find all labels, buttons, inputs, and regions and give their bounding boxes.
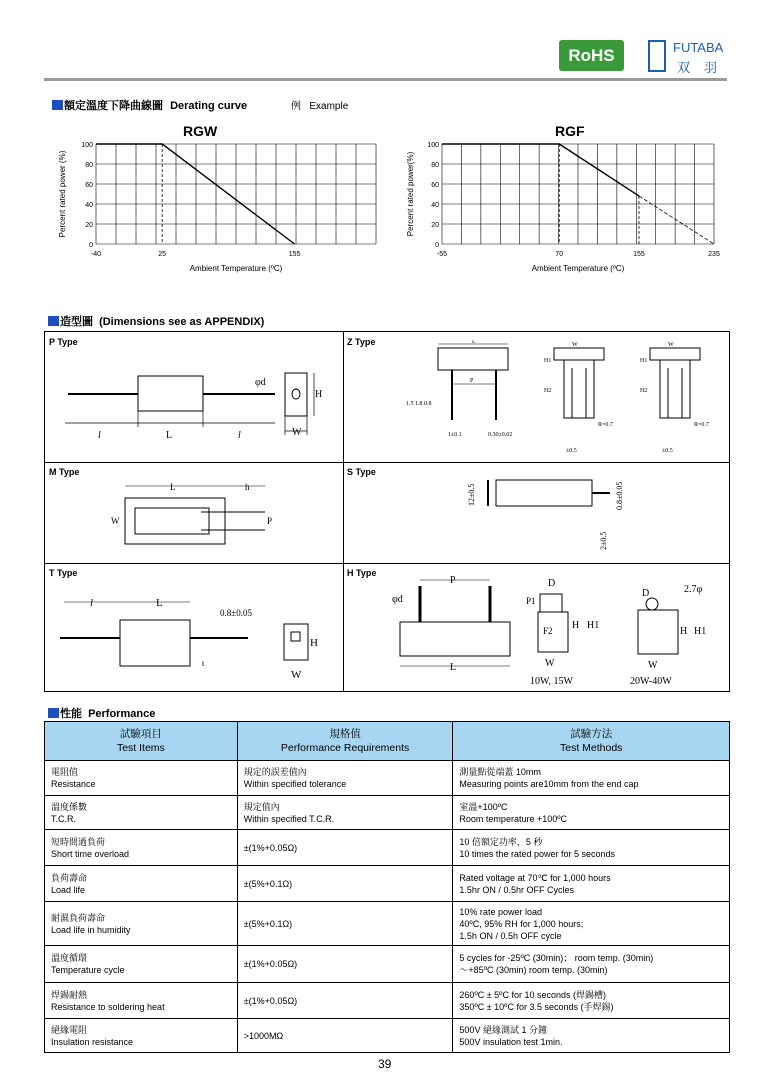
cell-text: Load life in humidity — [51, 924, 131, 935]
cell-text: 500V 絕緣測試 1 分鐘 — [459, 1024, 547, 1035]
s-d2: 0.8±0.05 — [615, 481, 624, 510]
table-row — [45, 902, 730, 946]
derating-title-en: Derating curve — [170, 100, 248, 112]
m-W: W — [111, 516, 120, 526]
cell-text: ±(1%+0.05Ω) — [243, 842, 298, 853]
cell-text: Insulation resistance — [51, 1036, 134, 1047]
x-tick-label: 155 — [288, 251, 301, 258]
m-type-label: M Type — [49, 467, 80, 477]
rohs-badge: RoHS — [559, 40, 624, 71]
cell-text: ±(1%+0.05Ω) — [243, 959, 298, 969]
p-type-drawing — [60, 365, 335, 445]
y-tick-label: 60 — [431, 182, 439, 189]
cell-test-method — [453, 1019, 730, 1053]
z-d5-1: ±0.5 — [566, 448, 577, 454]
t-l: l — [90, 597, 94, 609]
y-tick-label: 0 — [435, 242, 439, 249]
header-test-methods — [453, 722, 730, 761]
performance-table — [44, 721, 730, 1053]
cell-text: 10% rate power load — [459, 906, 542, 917]
table-row — [45, 1019, 730, 1053]
header-test-items — [45, 722, 238, 761]
cell-text: 規定值內 — [243, 801, 280, 812]
grid-divider-v — [343, 331, 344, 692]
h-H1-2: H1 — [694, 626, 707, 637]
cell-text: 負荷壽命 — [51, 872, 88, 883]
dimensions-title-cn: 造型圖 — [60, 316, 93, 328]
brand-name-en: FUTABA — [673, 40, 724, 55]
cell-text: 焊錫耐熱 — [51, 989, 88, 1000]
cell-text: Within specified tolerance — [243, 779, 347, 789]
cell-test-method — [453, 830, 730, 866]
cell-text: 溫度係數 — [51, 801, 88, 812]
cell-text: ±(5%+0.1Ω) — [243, 878, 293, 889]
page-number: 39 — [378, 1057, 392, 1071]
cell-test-item — [45, 830, 238, 866]
x-tick-label: -40 — [90, 251, 102, 258]
y-tick-label: 60 — [85, 182, 93, 189]
derating-section-title — [52, 97, 247, 113]
z-d2: 0.30±0.02 — [488, 432, 513, 438]
z-H2-2: H2 — [640, 388, 648, 394]
cell-text: 電阻值 — [51, 767, 79, 777]
grid-divider-h1 — [44, 462, 730, 463]
h-P: P — [450, 575, 456, 586]
cell-text: ～+85ºC (30min) room temp. (30min) — [459, 965, 608, 975]
h-type-label: H Type — [347, 568, 377, 578]
header-cn: 規格值 — [329, 728, 361, 740]
x-tick-label: 70 — [555, 251, 564, 258]
table-row — [45, 983, 730, 1019]
y-tick-label: 20 — [85, 222, 93, 229]
h-P1: P1 — [526, 596, 536, 606]
x-tick-label: 235 — [708, 251, 720, 258]
cell-text: Measuring points are10mm from the end cap — [459, 779, 639, 789]
s-d1: 12±0.5 — [467, 483, 476, 506]
header-cn: 試驗方法 — [570, 728, 613, 740]
cell-requirement — [237, 1019, 453, 1053]
y-tick-label: 40 — [431, 202, 439, 209]
cell-text: Within specified T.C.R. — [243, 813, 335, 824]
p-l-left: l — [98, 430, 101, 441]
cell-requirement — [237, 902, 453, 946]
series-line — [639, 196, 714, 244]
y-axis-label: Percent rated power (%) — [58, 150, 67, 238]
z-W-2: W — [668, 342, 674, 348]
cell-test-item — [45, 761, 238, 796]
cell-text: 1.5hr ON / 0.5hr OFF Cycles — [459, 884, 574, 895]
h-caption-2: 20W-40W — [630, 676, 672, 687]
cell-text: T.C.R. — [51, 813, 77, 824]
brand-name-cn: 双羽 — [677, 60, 732, 75]
section-bullet-icon — [48, 708, 59, 718]
header-requirements — [237, 722, 453, 761]
p-L: L — [166, 430, 173, 441]
table-row — [45, 866, 730, 902]
p-h: H — [315, 389, 323, 400]
z-type-label: Z Type — [347, 337, 376, 347]
table-header-row — [45, 722, 730, 761]
cell-text: 5 cycles for -25ºC (30min)； room temp. (30min) — [459, 953, 654, 963]
h-caption-1: 10W, 15W — [530, 676, 573, 687]
cell-test-method — [453, 866, 730, 902]
series-line — [96, 144, 295, 244]
cell-text: 室溫+100ºC — [459, 801, 508, 812]
p-phi-d: φd — [255, 377, 266, 388]
chart-rgf — [404, 138, 734, 278]
p-w: W — [292, 427, 302, 438]
t-thick: 0.8±0.05 — [220, 608, 252, 618]
z-d5-2: ±0.5 — [662, 448, 673, 454]
h-H-1: H — [572, 620, 580, 631]
y-tick-label: 40 — [85, 202, 93, 209]
s-type-drawing — [460, 470, 630, 555]
z-R-1: R=0.7 — [598, 422, 613, 428]
cell-text: 溫度循環 — [51, 953, 88, 963]
cell-test-method — [453, 902, 730, 946]
z-d3: 1±0.1 — [448, 432, 462, 438]
cell-text: 1.5h ON / 0.5h OFF cycle — [459, 930, 562, 941]
z-H1-1: H1 — [544, 358, 552, 364]
cell-text: 40ºC, 95% RH for 1,000 hours; — [459, 918, 584, 929]
example-label — [291, 97, 348, 112]
cell-text: 500V insulation test 1min. — [459, 1036, 563, 1047]
t-type-label: T Type — [49, 568, 78, 578]
h-D-1: D — [548, 578, 556, 589]
z-type-drawing — [386, 340, 726, 458]
header-cn: 試驗項目 — [119, 728, 162, 740]
cell-test-item — [45, 1019, 238, 1053]
cell-requirement — [237, 796, 453, 830]
z-P: P — [470, 378, 474, 384]
table-row — [45, 761, 730, 796]
table-row — [45, 946, 730, 983]
s-d3: 2±0.5 — [599, 531, 608, 550]
h-P2: F2 — [543, 626, 553, 636]
z-H2-1: H2 — [544, 388, 552, 394]
example-cn: 例 — [291, 101, 301, 112]
table-row — [45, 830, 730, 866]
table-row — [45, 796, 730, 830]
performance-title-cn: 性能 — [60, 708, 82, 720]
y-tick-label: 20 — [431, 222, 439, 229]
cell-text: Room temperature +100ºC — [459, 813, 568, 824]
x-tick-label: 25 — [158, 251, 167, 258]
derating-title-cn: 額定溫度下降曲線圖 — [64, 100, 163, 112]
header-en: Performance Requirements — [280, 742, 410, 754]
x-tick-label: 155 — [633, 251, 645, 258]
cell-text: 耐濕負荷壽命 — [51, 912, 106, 923]
cell-test-item — [45, 796, 238, 830]
cell-test-item — [45, 866, 238, 902]
example-en: Example — [309, 101, 349, 112]
h-D-2: D — [642, 588, 650, 599]
cell-text: >1000MΩ — [243, 1030, 284, 1041]
cell-test-method — [453, 946, 730, 983]
cell-text: Temperature cycle — [51, 965, 125, 975]
t-W: W — [291, 669, 302, 681]
h-L: L — [450, 662, 457, 673]
chart-title-rgf: RGF — [555, 123, 585, 139]
futaba-logo-icon — [648, 40, 666, 72]
header-divider — [44, 78, 727, 81]
cell-test-item — [45, 902, 238, 946]
y-tick-label: 0 — [89, 242, 93, 249]
section-bullet-icon — [48, 316, 59, 326]
cell-test-method — [453, 796, 730, 830]
cell-test-method — [453, 761, 730, 796]
h-phi-d: φd — [392, 594, 403, 605]
cell-requirement — [237, 866, 453, 902]
z-H1-2: H1 — [640, 358, 648, 364]
y-tick-label: 100 — [81, 142, 93, 149]
dimensions-section-title — [48, 313, 264, 329]
p-type-label: P Type — [49, 337, 78, 347]
z-W-1: W — [572, 342, 578, 348]
cell-text: ±(1%+0.05Ω) — [243, 995, 298, 1006]
p-l-right: l — [238, 430, 241, 441]
cell-test-method — [453, 983, 730, 1019]
cell-text: Rated voltage at 70℃ for 1,000 hours — [459, 872, 611, 883]
cell-text: 10 倍額定功率，5 秒 — [459, 836, 543, 847]
h-type-drawing — [390, 572, 725, 687]
m-L: L — [170, 482, 176, 492]
h-H1-1: H1 — [587, 620, 600, 631]
cell-requirement — [237, 761, 453, 796]
cell-text: 260ºC ± 5ºC for 10 seconds (焊錫槽) — [459, 989, 606, 1000]
cell-test-item — [45, 983, 238, 1019]
y-tick-label: 80 — [85, 162, 93, 169]
x-axis-label: Ambient Temperature (ºC) — [531, 264, 625, 273]
s-type-label: S Type — [347, 467, 376, 477]
m-P: P — [267, 516, 273, 526]
z-R-2: R=0.7 — [694, 422, 709, 428]
cell-text: 350ºC ± 10ºC for 3.5 seconds (手焊錫) — [459, 1001, 614, 1012]
m-h: h — [245, 482, 250, 492]
chart-title-rgw: RGW — [183, 123, 218, 139]
section-bullet-icon — [52, 100, 63, 110]
t-t: t — [202, 659, 205, 668]
m-type-drawing — [105, 478, 285, 553]
cell-text: 短時間過負荷 — [51, 836, 106, 847]
grid-divider-h2 — [44, 563, 730, 564]
x-axis-label: Ambient Temperature (ºC) — [189, 264, 283, 273]
cell-text: ±(5%+0.1Ω) — [243, 918, 293, 929]
cell-test-item — [45, 946, 238, 983]
series-line — [442, 144, 639, 196]
cell-requirement — [237, 830, 453, 866]
header-en: Test Methods — [559, 742, 623, 754]
cell-text: Short time overload — [51, 848, 130, 859]
performance-title-en: Performance — [88, 708, 156, 720]
h-phi27: 2.7φ — [684, 584, 703, 595]
dimensions-title-en: (Dimensions see as APPENDIX) — [99, 316, 265, 328]
z-L: L — [472, 340, 476, 345]
z-d1: 1.5 1.8 0.8 — [406, 401, 432, 407]
cell-text: 10 times the rated power for 5 seconds — [459, 848, 616, 859]
t-L: L — [156, 597, 163, 609]
cell-text: Resistance — [51, 779, 96, 789]
h-W-1: W — [545, 658, 555, 669]
cell-text: 規定的誤差值內 — [243, 767, 307, 777]
h-W-2: W — [648, 660, 658, 671]
y-tick-label: 80 — [431, 162, 439, 169]
cell-text: 測量點從端蓋 10mm — [459, 767, 541, 777]
cell-text: Resistance to soldering heat — [51, 1001, 165, 1012]
chart-rgw — [56, 138, 386, 278]
h-H-2: H — [680, 626, 688, 637]
cell-text: Load life — [51, 884, 86, 895]
cell-text: 絕緣電阻 — [51, 1024, 88, 1035]
t-type-drawing — [60, 592, 335, 682]
performance-section-title — [48, 705, 155, 721]
header-en: Test Items — [116, 742, 165, 754]
y-tick-label: 100 — [427, 142, 439, 149]
y-axis-label: Percent rated power(%) — [406, 151, 415, 237]
t-H: H — [310, 637, 318, 649]
cell-requirement — [237, 946, 453, 983]
x-tick-label: -55 — [436, 251, 448, 258]
cell-requirement — [237, 983, 453, 1019]
